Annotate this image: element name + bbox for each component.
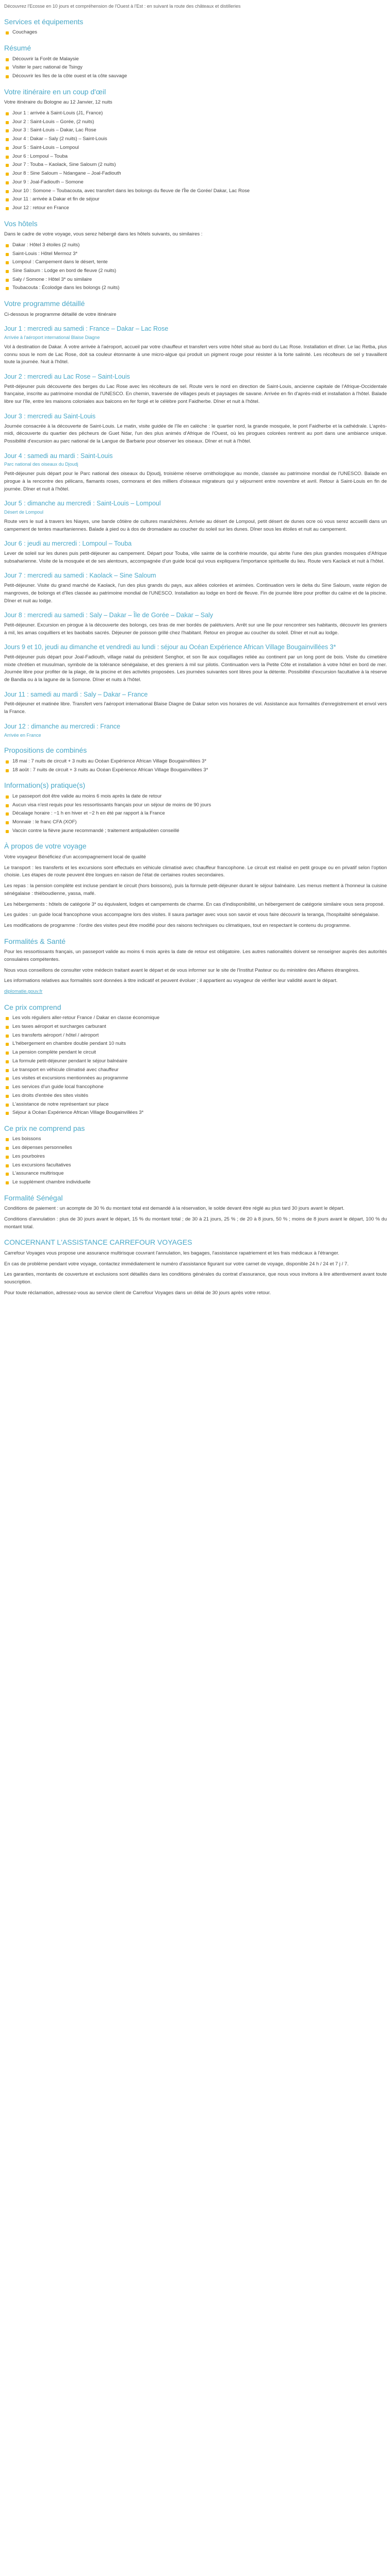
about-title: À propos de votre voyage — [4, 842, 87, 851]
bullet-icon — [6, 1077, 9, 1080]
dates-list — [4, 758, 387, 774]
list-item: Les droits d'entrée des sites visités — [4, 1092, 387, 1100]
bullet-icon — [6, 66, 9, 70]
about-lead: Votre voyageur Bénéficiez d'un accompagnement local de qualité — [4, 854, 146, 860]
list-item: Les taxes aéroport et surcharges carburant — [4, 1023, 387, 1031]
insurance-paragraph: Carrefour Voyages vous propose une assurance multirisque couvrant l'annulation, les bagages, l'assistance rapatriement et les frais médicaux à l'étranger. — [4, 1250, 339, 1256]
list-item: L'assistance de notre représentant sur place — [4, 1101, 387, 1109]
bullet-icon — [6, 1181, 9, 1184]
formalities-paragraph: Pour les ressortissants français, un passeport valide au moins 6 mois après la date de retour est obligatoire. Les autres nationalités doivent se renseigner auprès des autorités consulaires compétentes. — [4, 949, 387, 962]
day-block — [4, 612, 387, 637]
list-item: Jour 11 : arrivée à Dakar et fin de séjour — [4, 196, 387, 204]
day-title: Jour 8 : mercredi au samedi : Saly – Dakar – Île de Gorée – Dakar – Saly — [4, 612, 214, 619]
services-title: Services et équipements — [4, 17, 84, 26]
day-title: Jour 3 : mercredi au Saint-Louis — [4, 412, 96, 420]
detailed-title: Votre programme détaillé — [4, 299, 85, 308]
bullet-icon — [6, 804, 9, 807]
list-item: Le passeport doit être valide au moins 6 mois après la date de retour — [4, 793, 387, 801]
list-item: Les dépenses personnelles — [4, 1144, 387, 1152]
list-item: Vaccin contre la fièvre jaune recommandé ; traitement antipaludéen conseillé — [4, 827, 387, 835]
bullet-icon — [6, 1069, 9, 1072]
summary-list — [4, 56, 387, 80]
day-block — [4, 643, 387, 684]
bullet-icon — [6, 190, 9, 193]
bullet-icon — [6, 253, 9, 256]
list-item: Sine Saloum : Lodge en bord de fleuve (2 nuits) — [4, 267, 387, 275]
itinerary-list — [4, 110, 387, 212]
bullet-icon — [6, 58, 9, 61]
cancel-paragraph: Conditions d'annulation : plus de 30 jours avant le départ, 15 % du montant total ; de 30 à 21 jours, 25 % ; de 20 à 8 jours, 50 % ; moins de 8 jours avant le départ, 100 % du montant total. — [4, 1216, 387, 1230]
services-list — [4, 29, 387, 37]
bullet-icon — [6, 1164, 9, 1167]
excludes-list — [4, 1136, 387, 1186]
bullet-icon — [6, 112, 9, 115]
bullet-icon — [6, 207, 9, 210]
day-text: Vol à destination de Dakar. À votre arrivée à l'aéroport, accueil par votre chauffeur et transfert vers votre hôtel situé au bord du Lac Rose. Installation et dîner. Le lac Retba, plus connu sous le nom de Lac Rose, doit sa couleur étonnante à une micro-algue qui produit un pigment rouge pour résister à la forte salinité. Les récolteurs de sel y travaillent toute la journée. Nuit à l'hôtel. — [4, 344, 387, 365]
list-item: Les boissons — [4, 1136, 387, 1143]
list-item: Jour 1 : arrivée à Saint-Louis (J1, France) — [4, 110, 387, 117]
hotels-title: Vos hôtels — [4, 219, 38, 228]
bullet-icon — [6, 129, 9, 132]
list-item: Jour 12 : retour en France — [4, 205, 387, 212]
day-text: Petit-déjeuner puis départ pour Joal-Fadiouth, village natal du président Senghor, et son île aux coquillages reliée au continent par un long pont de bois. Visite du cimetière mixte chrétien et musulman, symbole de la tolérance sénégalaise, et des greniers à mil sur pilotis. Continuation vers la Petite Côte et installation à votre hôtel en bord de mer. Journée libre pour profiter de la plage, de la piscine et des activités proposées. Les journées suivantes sont libres pour la détente. Possibilité d'excursion facultative à la réserve de Bandia ou à la lagune de la Somone. Dîner et nuits à l'hôtel. — [4, 654, 387, 683]
list-item: Les vols réguliers aller-retour France / Dakar en classe économique — [4, 1014, 387, 1022]
day-block — [4, 325, 387, 366]
about-paragraph: Les modifications de programme : l'ordre des visites peut être modifié pour des raisons techniques ou climatiques, tout en respectant le contenu du programme. — [4, 923, 351, 928]
bullet-icon — [6, 198, 9, 201]
day-title: Jour 1 : mercredi au samedi : France – Dakar – Lac Rose — [4, 325, 169, 333]
list-item: 18 mai : 7 nuits de circuit + 3 nuits au Océan Expérience African Village Bougainvillées 3* — [4, 758, 387, 766]
day-subtitle: Arrivée en France — [4, 732, 41, 738]
formalities-paragraph: Les informations relatives aux formalités sont données à titre indicatif et peuvent évoluer ; il appartient au voyageur de vérifier leur validité avant le départ. — [4, 978, 338, 984]
intro-text: Découvrez l'Ecosse en 10 jours et compréhension de l'Ouest à l'Est : en suivant la route des châteaux et distilleries — [4, 4, 241, 9]
day-text: Petit-déjeuner. Excursion en pirogue à la découverte des bolongs, ces bras de mer bordés de palétuviers. Arrêt sur une île pour rencontrer ses habitants, découvrir les greniers à mil, les amas coquilliers et les baobabs sacrés. Déjeuner de poisson grillé chez l'habitant. Retour en pirogue au coucher du soleil. Dîner et nuit au lodge. — [4, 622, 387, 636]
bullet-icon — [6, 244, 9, 247]
day-text: Route vers le sud à travers les Niayes, une bande côtière de cultures maraîchères. Arrivée au désert de Lompoul, petit désert de dunes ocre où vous serez accueilli dans un campement de tentes mauritaniennes. Balade à pied ou à dos de dromadaire au coucher du soleil sur les dunes. Dîner sous les étoiles et nuit au campement. — [4, 518, 387, 532]
about-paragraph: Les hébergements : hôtels de catégorie 3* ou équivalent, lodges et campements de charme. En cas d'indisponibilité, un hébergement de catégorie similaire vous sera proposé. — [4, 901, 385, 907]
day-block — [4, 572, 387, 605]
bullet-icon — [6, 147, 9, 150]
list-item: Séjour à Océan Expérience African Village Bougainvillées 3* — [4, 1109, 387, 1117]
about-paragraph: Le transport : les transferts et les excursions sont effectués en véhicule climatisé avec chauffeur francophone. Le circuit est réalisé en petit groupe ou en privatif selon l'option choisie. Les étapes de route peuvent être longues en raison de l'état de certaines routes secondaires. — [4, 865, 387, 878]
cancel-title: Formalité Sénégal — [4, 1193, 63, 1202]
list-item: Les visites et excursions mentionnées au programme — [4, 1075, 387, 1082]
list-item: Toubacouta : Écolodge dans les bolongs (2 nuits) — [4, 284, 387, 292]
info-title: Information(s) pratique(s) — [4, 781, 86, 790]
bullet-icon — [6, 1026, 9, 1029]
list-item: Jour 10 : Somone – Toubacouta, avec transfert dans les bolongs du fleuve de l'Île de Gorée/ Dakar, Lac Rose — [4, 188, 387, 195]
list-item: Jour 4 : Dakar – Saly (2 nuits) – Saint-Louis — [4, 135, 387, 143]
hotels-lead: Dans le cadre de votre voyage, vous serez hébergé dans les hôtels suivants, ou similaires : — [4, 231, 203, 238]
list-item: L'assurance multirisque — [4, 1170, 387, 1178]
bullet-icon — [6, 1060, 9, 1063]
list-item: Jour 6 : Lompoul – Touba — [4, 153, 387, 161]
bullet-icon — [6, 1112, 9, 1115]
list-item: Décalage horaire : −1 h en hiver et −2 h en été par rapport à la France — [4, 810, 387, 818]
bullet-icon — [6, 1035, 9, 1038]
list-item: Le supplément chambre individuelle — [4, 1179, 387, 1187]
includes-title: Ce prix comprend — [4, 1003, 61, 1011]
list-item: Visiter le parc national de Tsingy — [4, 64, 387, 72]
day-title: Jour 11 : samedi au mardi : Saly – Dakar – France — [4, 690, 148, 698]
bullet-icon — [6, 270, 9, 273]
list-item: Les pourboires — [4, 1153, 387, 1161]
list-item: Aucun visa n'est requis pour les ressortissants français pour un séjour de moins de 90 jours — [4, 802, 387, 809]
formalities-link-row — [4, 988, 387, 996]
bullet-icon — [6, 31, 9, 35]
insurance-paragraph: En cas de problème pendant votre voyage, contactez immédiatement le numéro d'assistance figurant sur votre carnet de voyage, disponible 24 h / 24 et 7 j / 7. — [4, 1261, 349, 1267]
day-title: Jour 6 : jeudi au mercredi : Lompoul – Touba — [4, 540, 132, 548]
list-item: Saly / Somone : Hôtel 3* ou similaire — [4, 276, 387, 284]
list-item: Découvrir les îles de la côte ouest et la côte sauvage — [4, 73, 387, 80]
day-subtitle: Arrivée à l'aéroport international Blaise Diagne — [4, 335, 100, 341]
day-text: Petit-déjeuner puis découverte des berges du Lac Rose avec les récolteurs de sel. Route vers le nord en direction de Saint-Louis, ancienne capitale de l'Afrique-Occidentale française, inscrite au patrimoine mondial de l'UNESCO. En chemin, traversée de villages peuls et paysages de savane. Arrivée en fin d'après-midi et installation à l'hôtel. Balade libre sur l'île, entre les maisons coloniales aux balcons en fer forgé et le célèbre pont Faidherbe. Dîner et nuit à l'hôtel. — [4, 383, 387, 405]
list-item: La pension complète pendant le circuit — [4, 1049, 387, 1057]
list-item: Saint-Louis : Hôtel Mermoz 3* — [4, 250, 387, 258]
bullet-icon — [6, 769, 9, 772]
bullet-icon — [6, 121, 9, 124]
day-title: Jour 12 : dimanche au mercredi : France — [4, 722, 121, 730]
list-item: L'hébergement en chambre double pendant 10 nuits — [4, 1040, 387, 1048]
day-title: Jour 4 : samedi au mardi : Saint-Louis — [4, 452, 113, 460]
hotels-list — [4, 242, 387, 292]
list-item: La formule petit-déjeuner pendant le séjour balnéaire — [4, 1058, 387, 1065]
list-item: Jour 3 : Saint-Louis – Dakar, Lac Rose — [4, 127, 387, 134]
cancel-paragraph: Conditions de paiement : un acompte de 30 % du montant total est demandé à la réservation, le solde devant être réglé au plus tard 30 jours avant le départ. — [4, 1206, 345, 1212]
insurance-title: CONCERNANT L'ASSISTANCE CARREFOUR VOYAGES — [4, 1238, 192, 1247]
day-block — [4, 540, 387, 565]
bullet-icon — [6, 279, 9, 282]
bullet-icon — [6, 830, 9, 833]
day-text: Petit-déjeuner puis départ pour le Parc national des oiseaux du Djoudj, troisième réserve ornithologique au monde, classée au patrimoine mondial de l'UNESCO. Balade en pirogue à la rencontre des pélicans, flamants roses, cormorans et des milliers d'oiseaux migrateurs qui y séjournent entre novembre et avril. Retour à Saint-Louis en fin de journée. Dîner et nuit à l'hôtel. — [4, 471, 387, 492]
includes-list — [4, 1014, 387, 1117]
itinerary-title: Votre itinéraire en un coup d'œil — [4, 87, 106, 96]
day-block — [4, 452, 387, 494]
list-item: Le transport en véhicule climatisé avec chauffeur — [4, 1066, 387, 1074]
insurance-paragraph: Pour toute réclamation, adressez-vous au service client de Carrefour Voyages dans un délai de 30 jours après votre retour. — [4, 1290, 271, 1296]
bullet-icon — [6, 1095, 9, 1098]
day-title: Jour 7 : mercredi au samedi : Kaolack – Sine Saloum — [4, 572, 156, 580]
list-item: Les services d'un guide local francophone — [4, 1083, 387, 1091]
about-paragraph: Les guides : un guide local francophone vous accompagne lors des visites. Il saura partager avec vous son savoir et vous faire découvrir la teranga, l'hospitalité sénégalaise. — [4, 912, 380, 918]
list-item: Jour 5 : Saint-Louis – Lompoul — [4, 144, 387, 152]
list-item: Jour 2 : Saint-Louis – Gorée, (2 nuits) — [4, 118, 387, 126]
day-text: Petit-déjeuner. Visite du grand marché de Kaolack, l'un des plus grands du pays, aux allées colorées et animées. Continuation vers le delta du Sine Saloum, vaste région de mangroves, de bolongs et d'îles classée au patrimoine mondial de l'UNESCO. Installation au lodge en bord de fleuve. Fin de journée libre pour profiter du calme et de la piscine. Dîner et nuit au lodge. — [4, 583, 387, 604]
day-block — [4, 723, 387, 739]
day-block — [4, 373, 387, 406]
bullet-icon — [6, 821, 9, 824]
bullet-icon — [6, 1043, 9, 1046]
bullet-icon — [6, 1138, 9, 1141]
day-title: Jour 2 : mercredi au Lac Rose – Saint-Louis — [4, 373, 130, 381]
bullet-icon — [6, 1086, 9, 1089]
dates-title: Propositions de combinés — [4, 746, 87, 755]
list-item: Lompoul : Campement dans le désert, tente — [4, 259, 387, 266]
bullet-icon — [6, 173, 9, 176]
day-block — [4, 691, 387, 716]
list-item: Jour 9 : Joal-Fadiouth – Somone — [4, 179, 387, 187]
bullet-icon — [6, 795, 9, 799]
bullet-icon — [6, 261, 9, 264]
formalities-paragraph: Nous vous conseillons de consulter votre médecin traitant avant le départ et de vous informer sur le site de l'Institut Pasteur ou du ministère des Affaires étrangères. — [4, 967, 360, 973]
list-item: Découvrir la Forêt de Malaysie — [4, 56, 387, 63]
day-block — [4, 413, 387, 446]
day-title: Jours 9 et 10, jeudi au dimanche et vendredi au lundi : séjour au Océan Expérience African Village Bougainvillées 3* — [4, 643, 336, 651]
bullet-icon — [6, 1104, 9, 1107]
bullet-icon — [6, 287, 9, 290]
bullet-icon — [6, 1052, 9, 1055]
day-subtitle: Désert de Lompoul — [4, 510, 44, 515]
day-block — [4, 500, 387, 533]
bullet-icon — [6, 1017, 9, 1020]
day-text: Lever de soleil sur les dunes puis petit-déjeuner au campement. Départ pour Touba, ville sainte de la confrérie mouride, qui abrite l'une des plus grandes mosquées d'Afrique subsaharienne. Visite de la mosquée et de ses alentours, accompagnée d'un guide local qui vous expliquera l'importance spirituelle du lieu. Route vers Kaolack et nuit à l'hôtel. — [4, 551, 387, 564]
excludes-title: Ce prix ne comprend pas — [4, 1124, 85, 1132]
itinerary-lead: Votre itinéraire du Bologne au 12 Janvier, 12 nuits — [4, 99, 112, 106]
formalities-link[interactable]: diplomatie.gouv.fr — [4, 989, 43, 995]
list-item: Monnaie : le franc CFA (XOF) — [4, 819, 387, 826]
formalities-title: Formalités & Santé — [4, 937, 66, 945]
list-item: Les excursions facultatives — [4, 1162, 387, 1170]
bullet-icon — [6, 1147, 9, 1150]
day-title: Jour 5 : dimanche au mercredi : Saint-Louis – Lompoul — [4, 500, 161, 507]
day-subtitle: Parc national des oiseaux du Djoudj — [4, 462, 78, 467]
list-item: 18 août : 7 nuits de circuit + 3 nuits au Océan Expérience African Village Bougainvillées 3* — [4, 767, 387, 774]
bullet-icon — [6, 75, 9, 78]
bullet-icon — [6, 164, 9, 167]
bullet-icon — [6, 760, 9, 764]
list-item: Jour 7 : Touba – Kaolack, Sine Saloum (2 nuits) — [4, 161, 387, 169]
info-list — [4, 793, 387, 835]
about-paragraph: Les repas : la pension complète est incluse pendant le circuit (hors boissons), puis la formule petit-déjeuner durant le séjour balnéaire. Les menus mettent à l'honneur la cuisine sénégalaise : thiéboudienne, yassa, mafé. — [4, 883, 387, 896]
day-text: Journée consacrée à la découverte de Saint-Louis. Le matin, visite guidée de l'île en calèche : le quartier nord, la grande mosquée, le pont Faidherbe et la cathédrale. L'après-midi, découverte du quartier des pêcheurs de Guet Ndar, l'un des plus animés d'Afrique de l'Ouest, où les pirogues colorées rentrent au port dans une ambiance unique. Possibilité d'excursion au parc national de la Langue de Barbarie pour observer les oiseaux. Dîner et nuit à l'hôtel. — [4, 423, 387, 444]
summary-title: Résumé — [4, 44, 31, 53]
list-item: Dakar : Hôtel 3 étoiles (2 nuits) — [4, 242, 387, 249]
bullet-icon — [6, 181, 9, 184]
detailed-lead: Ci-dessous le programme détaillé de votre itinéraire — [4, 311, 117, 317]
list-item: Jour 8 : Sine Saloum – Ndangane – Joal-Fadiouth — [4, 170, 387, 178]
insurance-paragraph: Les garanties, montants de couverture et exclusions sont détaillés dans les conditions générales du contrat d'assurance, que nous vous invitons à lire attentivement avant toute souscription. — [4, 1272, 387, 1285]
list-item: Les transferts aéroport / hôtel / aéroport — [4, 1032, 387, 1040]
bullet-icon — [6, 156, 9, 159]
bullet-icon — [6, 812, 9, 816]
list-item: Couchages — [4, 29, 387, 37]
bullet-icon — [6, 1173, 9, 1176]
bullet-icon — [6, 138, 9, 141]
bullet-icon — [6, 1156, 9, 1159]
day-text: Petit-déjeuner et matinée libre. Transfert vers l'aéroport international Blaise Diagne de Dakar selon vos horaires de vol. Assistance aux formalités d'enregistrement et envol vers la France. — [4, 701, 387, 715]
